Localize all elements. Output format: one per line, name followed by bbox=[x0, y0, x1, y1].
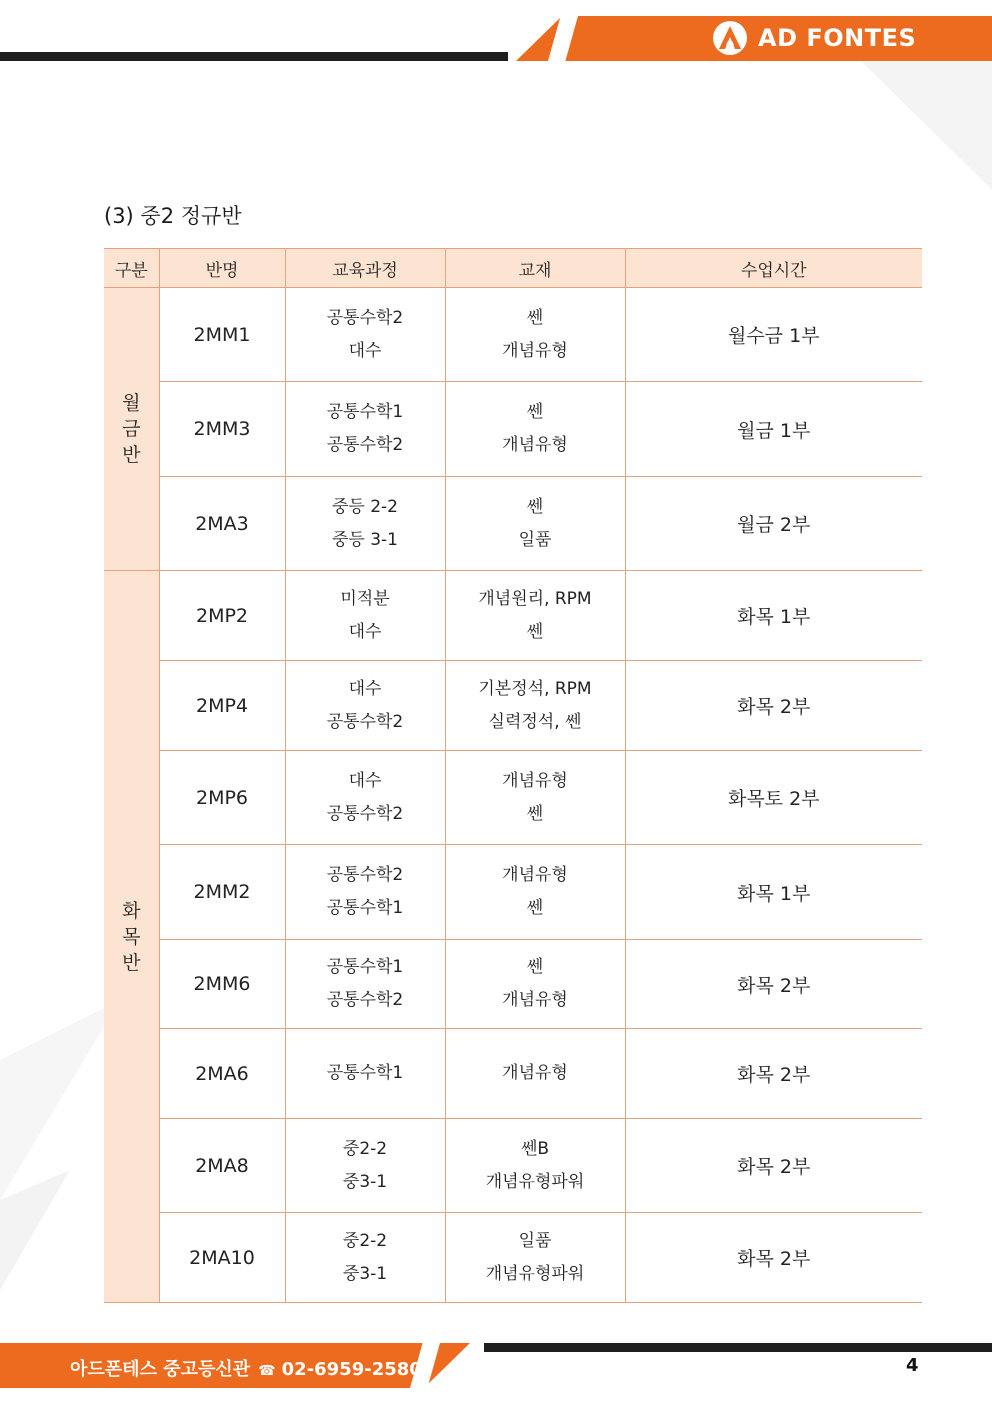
curriculum-line: 미적분 bbox=[340, 588, 390, 609]
header-curriculum: 교육과정 bbox=[285, 249, 445, 288]
curriculum-line: 중등 2-2 bbox=[331, 496, 398, 517]
curriculum-line: 공통수학1 bbox=[326, 1063, 404, 1083]
curriculum-line: 대수 bbox=[348, 340, 382, 361]
table-row bbox=[104, 382, 922, 477]
table-row bbox=[104, 1213, 922, 1303]
class-name: 2MA6 bbox=[159, 1029, 285, 1119]
footer-phone: 02-6959-2580 bbox=[281, 1359, 422, 1380]
textbook-line: 쎈 bbox=[526, 496, 544, 517]
class-time: 화목 1부 bbox=[625, 571, 922, 661]
phone-icon: ☎ bbox=[258, 1363, 276, 1379]
table-header-row bbox=[104, 249, 922, 288]
curriculum-cell bbox=[285, 571, 445, 661]
curriculum-line: 공통수학2 bbox=[326, 990, 404, 1010]
textbook-cell bbox=[445, 845, 625, 940]
table-row bbox=[104, 661, 922, 751]
textbook-line: 쎈 bbox=[526, 898, 544, 918]
class-time: 화목 2부 bbox=[625, 1213, 922, 1303]
table-row bbox=[104, 751, 922, 845]
curriculum-line: 공통수학2 bbox=[326, 803, 404, 824]
curriculum-line: 공통수학2 bbox=[326, 711, 404, 732]
textbook-line: 개념유형파워 bbox=[485, 1263, 585, 1284]
class-name: 2MP6 bbox=[159, 751, 285, 845]
curriculum-cell bbox=[285, 940, 445, 1029]
textbook-cell bbox=[445, 382, 625, 477]
curriculum-line: 중2-2 bbox=[342, 1230, 388, 1251]
textbook-cell bbox=[445, 1119, 625, 1213]
header-textbook: 교재 bbox=[445, 249, 625, 288]
curriculum-line: 공통수학1 bbox=[326, 957, 404, 977]
textbook-cell bbox=[445, 751, 625, 845]
brand-name: AD FONTES bbox=[758, 24, 917, 52]
class-name: 2MM6 bbox=[159, 940, 285, 1029]
table-row bbox=[104, 1029, 922, 1119]
textbook-line: 실력정석, 쎈 bbox=[488, 711, 582, 732]
header-class: 반명 bbox=[159, 249, 285, 288]
textbook-line: 개념유형 bbox=[502, 990, 568, 1010]
curriculum-line: 공통수학1 bbox=[326, 898, 404, 918]
curriculum-cell bbox=[285, 1029, 445, 1119]
curriculum-cell bbox=[285, 751, 445, 845]
textbook-line: 쎈 bbox=[526, 621, 544, 642]
curriculum-line: 대수 bbox=[348, 770, 382, 791]
class-schedule-table bbox=[104, 248, 922, 1303]
textbook-line: 쎈 bbox=[526, 402, 544, 422]
class-time: 화목 1부 bbox=[625, 845, 922, 940]
table-row bbox=[104, 845, 922, 940]
textbook-line: 개념유형 bbox=[502, 340, 568, 361]
curriculum-cell bbox=[285, 382, 445, 477]
textbook-cell bbox=[445, 288, 625, 382]
curriculum-line: 공통수학2 bbox=[326, 435, 404, 455]
table-row bbox=[104, 940, 922, 1029]
table-row bbox=[104, 477, 922, 571]
curriculum-line: 중2-2 bbox=[342, 1138, 388, 1159]
footer-contact bbox=[70, 1355, 422, 1381]
curriculum-cell bbox=[285, 1119, 445, 1213]
class-name: 2MP4 bbox=[159, 661, 285, 751]
class-name: 2MP2 bbox=[159, 571, 285, 661]
textbook-cell bbox=[445, 940, 625, 1029]
curriculum-cell bbox=[285, 1213, 445, 1303]
table-row bbox=[104, 288, 922, 382]
class-time: 화목토 2부 bbox=[625, 751, 922, 845]
footer-name: 아드폰테스 중고등신관 bbox=[70, 1359, 251, 1380]
class-name: 2MM2 bbox=[159, 845, 285, 940]
group-label: 화 목 반 bbox=[122, 899, 141, 974]
curriculum-line: 중3-1 bbox=[342, 1263, 388, 1284]
page-number: 4 bbox=[906, 1355, 919, 1376]
textbook-line: 개념유형 bbox=[502, 770, 568, 791]
footer-bar-dark bbox=[484, 1343, 992, 1352]
group-cell-tue-thu bbox=[104, 571, 159, 1303]
textbook-cell bbox=[445, 1213, 625, 1303]
textbook-line: 개념유형 bbox=[502, 435, 568, 455]
textbook-line: 개념유형 bbox=[502, 865, 568, 885]
curriculum-line: 중등 3-1 bbox=[331, 529, 398, 550]
curriculum-cell bbox=[285, 661, 445, 751]
textbook-line: 쎈 bbox=[526, 957, 544, 977]
table-row bbox=[104, 571, 922, 661]
class-name: 2MM1 bbox=[159, 288, 285, 382]
textbook-line: 개념유형 bbox=[502, 1063, 568, 1083]
textbook-line: 일품 bbox=[518, 529, 552, 550]
curriculum-line: 중3-1 bbox=[342, 1171, 388, 1192]
curriculum-line: 대수 bbox=[348, 621, 382, 642]
curriculum-line: 대수 bbox=[348, 678, 382, 699]
group-label: 월 금 반 bbox=[122, 392, 141, 466]
curriculum-cell bbox=[285, 845, 445, 940]
class-time: 화목 2부 bbox=[625, 661, 922, 751]
section-title: (3) 중2 정규반 bbox=[104, 204, 242, 228]
textbook-cell bbox=[445, 477, 625, 571]
class-time: 화목 2부 bbox=[625, 1029, 922, 1119]
curriculum-line: 공통수학2 bbox=[326, 865, 404, 885]
ad-fontes-logo-icon bbox=[712, 20, 748, 56]
class-time: 화목 2부 bbox=[625, 940, 922, 1029]
header-time: 수업시간 bbox=[625, 249, 922, 288]
curriculum-cell bbox=[285, 477, 445, 571]
textbook-line: 쎈B bbox=[520, 1138, 550, 1159]
textbook-line: 개념원리, RPM bbox=[478, 588, 592, 609]
textbook-line: 쎈 bbox=[526, 803, 544, 824]
textbook-cell bbox=[445, 1029, 625, 1119]
textbook-line: 쎈 bbox=[526, 307, 544, 328]
class-time: 월금 1부 bbox=[625, 382, 922, 477]
class-name: 2MA3 bbox=[159, 477, 285, 571]
curriculum-line: 공통수학2 bbox=[326, 307, 404, 328]
class-name: 2MA8 bbox=[159, 1119, 285, 1213]
class-time: 월금 2부 bbox=[625, 477, 922, 571]
table-row bbox=[104, 1119, 922, 1213]
curriculum-line: 공통수학1 bbox=[326, 402, 404, 422]
header-group: 구분 bbox=[104, 249, 159, 288]
textbook-line: 개념유형파워 bbox=[485, 1171, 585, 1192]
class-time: 화목 2부 bbox=[625, 1119, 922, 1213]
textbook-line: 일품 bbox=[518, 1230, 552, 1251]
header-bar-dark bbox=[0, 52, 508, 61]
textbook-line: 기본정석, RPM bbox=[478, 678, 592, 699]
textbook-cell bbox=[445, 661, 625, 751]
brand-logo bbox=[712, 20, 916, 56]
class-name: 2MM3 bbox=[159, 382, 285, 477]
class-time: 월수금 1부 bbox=[625, 288, 922, 382]
class-name: 2MA10 bbox=[159, 1213, 285, 1303]
textbook-cell bbox=[445, 571, 625, 661]
curriculum-cell bbox=[285, 288, 445, 382]
group-cell-mon-fri bbox=[104, 288, 159, 571]
